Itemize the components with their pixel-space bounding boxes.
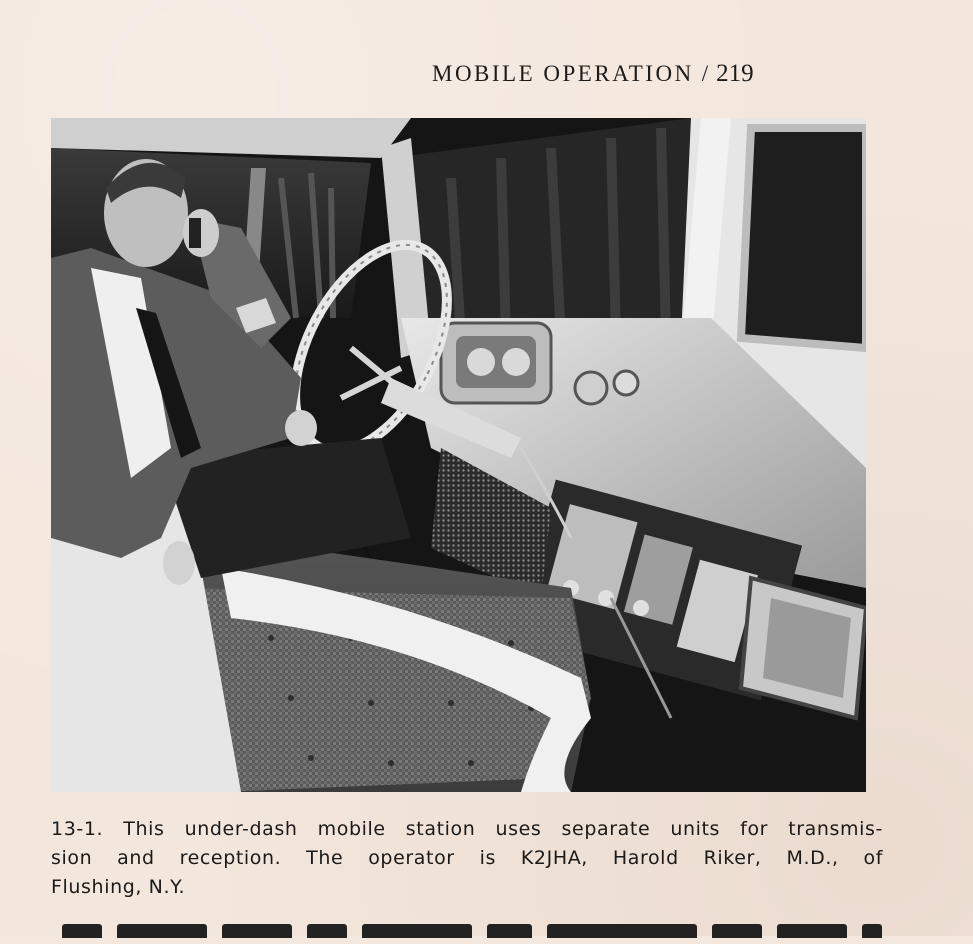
caption-line-1: 13-1. This under-dash mobile station uses separate units for transmis- bbox=[51, 818, 883, 840]
figure-caption bbox=[51, 815, 883, 902]
running-head bbox=[432, 60, 754, 88]
section-title: MOBILE OPERATION bbox=[432, 61, 694, 86]
header-separator: / bbox=[701, 61, 709, 86]
figure-photo bbox=[51, 118, 866, 792]
caption-line-3: Flushing, N.Y. bbox=[51, 876, 186, 898]
caption-line-2: sion and reception. The operator is K2JHA, Harold Riker, M.D., of bbox=[51, 847, 883, 869]
page-number: 219 bbox=[716, 60, 754, 87]
next-paragraph-cutoff bbox=[62, 924, 892, 944]
photo-car-interior-icon bbox=[51, 118, 866, 792]
